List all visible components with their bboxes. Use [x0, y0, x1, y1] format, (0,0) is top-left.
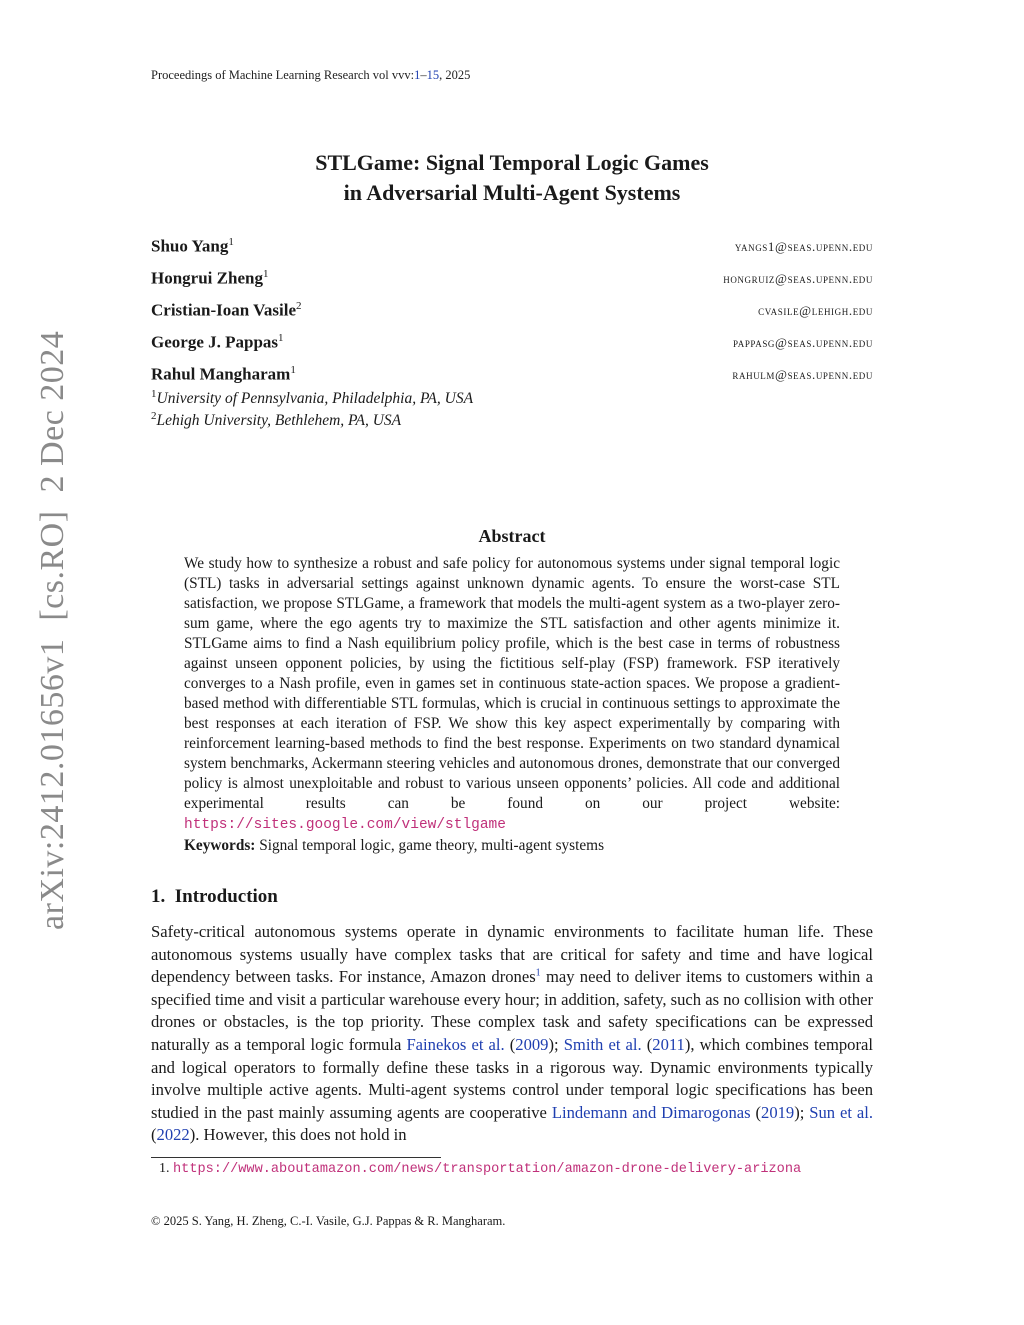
- header-page-start-link[interactable]: 1: [414, 68, 421, 82]
- citation-link[interactable]: Smith et al.: [563, 1034, 642, 1054]
- author-email[interactable]: pappasg@seas.upenn.edu: [732, 335, 873, 350]
- citation-link[interactable]: Sun et al.: [809, 1102, 873, 1122]
- running-header: [151, 68, 470, 83]
- footnote-url-link[interactable]: https://www.aboutamazon.com/news/transportation/amazon-drone-delivery-arizona: [173, 1162, 802, 1177]
- author-row: [151, 236, 873, 260]
- citation-link[interactable]: Fainekos et al.: [406, 1034, 505, 1054]
- affiliation: $^2$Lehigh University, Bethlehem, PA, USA: [151, 410, 402, 430]
- keywords-text: Signal temporal logic, game theory, multi-agent systems: [255, 837, 605, 854]
- footnote-rule: [151, 1157, 441, 1158]
- abstract-heading: Abstract: [478, 526, 546, 546]
- author-name: Hongrui Zheng$^1$: [151, 268, 269, 288]
- author-email[interactable]: cvasile@lehigh.edu: [758, 303, 873, 318]
- header-dash: –: [420, 68, 427, 82]
- affiliation: $^1$University of Pennsylvania, Philadelphia, PA, USA: [151, 388, 474, 408]
- author-name: George J. Pappas$^1$: [151, 332, 284, 352]
- footnote: 1. https://www.aboutamazon.com/news/transportation/amazon-drone-delivery-arizona: [159, 1161, 802, 1177]
- citation-year-link[interactable]: 2011: [652, 1034, 685, 1054]
- author-email[interactable]: yangs1@seas.upenn.edu: [734, 239, 873, 254]
- citation-year-link[interactable]: 2019: [761, 1102, 795, 1122]
- title-line-2: in Adversarial Multi-Agent Systems: [343, 180, 681, 205]
- project-website-link[interactable]: https://sites.google.com/view/stlgame: [184, 817, 506, 833]
- author-row: [151, 268, 873, 292]
- keywords: [184, 837, 604, 855]
- abstract-body: [184, 554, 840, 835]
- author-name: Shuo Yang$^1$: [151, 236, 234, 256]
- author-row: [151, 364, 873, 388]
- copyright-line: © 2025 S. Yang, H. Zheng, C.-I. Vasile, G.J. Pappas & R. Mangharam.: [151, 1214, 506, 1228]
- intro-paragraph: Safety-critical autonomous systems operate in dynamic environments to facilitate human life. These autonomous systems usually have complex tasks that are critical for safety and time and have logical dependency between tasks. For instance, Amazon drones$^1$ may need to deliver items to customers within a specified time and visit a particular warehouse every hour; in addition, safety, such as no collision with other drones or obstacles, is the top priority. These complex task and safety specifications can be expressed naturally as a temporal logic formula Fainekos et al. (2009); Smith et al. (2011), which combines temporal and logical operators to formally define these tasks in a rigorous way. Dynamic environments typically involve multiple active agents. Multi-agent systems control under temporal logic specifications has been studied in the past mainly assuming agents are cooperative Lindemann and Dimarogonas (2019); Sun et al. (2022). However, this does not hold in: [151, 922, 874, 1145]
- footnote-marker-link[interactable]: 1: [535, 967, 541, 979]
- author-name: Rahul Mangharam$^1$: [151, 364, 296, 384]
- author-row: [151, 300, 873, 324]
- citation-year-link[interactable]: 2022: [156, 1125, 190, 1145]
- header-prefix: Proceedings of Machine Learning Research vol vvv:: [151, 68, 415, 82]
- title-line-1: STLGame: Signal Temporal Logic Games: [315, 150, 709, 175]
- keywords-label: Keywords:: [184, 837, 256, 854]
- arxiv-side-stamp: arXiv:2412.01656v1 [cs.RO] 2 Dec 2024: [34, 330, 71, 930]
- header-suffix: , 2025: [439, 68, 471, 82]
- abstract-text: We study how to synthesize a robust and safe policy for autonomous systems under signal temporal logic (STL) tasks in adversarial settings against unknown dynamic agents. To ensure the worst-case STL satisfaction, we propose STLGame, a framework that models the multi-agent system as a two-player zero-sum game, where the ego agents try to maximize the STL satisfaction and other agents minimize it. STLGame aims to find a Nash equilibrium policy profile, which is the best case in terms of robustness against unseen opponent policies, by using the fictitious self-play (FSP) framework. FSP iteratively converges to a Nash profile, even in games set in continuous state-action spaces. We propose a gradient-based method with differentiable STL formulas, which is crucial in continuous settings to approximate the best responses at each iteration of FSP. We show this key aspect experimentally by comparing with reinforcement learning-based methods to find the best response. Experiments on two standard dynamical system benchmarks, Ackermann steering vehicles and autonomous drones, demonstrate that our converged policy is almost unexploitable and robust to various unseen opponents’ policies. All code and additional experimental results can be found on our project website:: [184, 555, 840, 812]
- author-row: [151, 332, 873, 356]
- header-page-end-link[interactable]: 15: [426, 68, 440, 82]
- citation-year-link[interactable]: 2009: [515, 1034, 549, 1054]
- author-name: Cristian-Ioan Vasile$^2$: [151, 300, 302, 320]
- section-heading: 1. Introduction: [151, 886, 278, 907]
- paper-title: [0, 148, 1024, 208]
- citation-link[interactable]: Lindemann and Dimarogonas: [551, 1102, 751, 1122]
- author-email[interactable]: hongruiz@seas.upenn.edu: [723, 271, 873, 286]
- author-email[interactable]: rahulm@seas.upenn.edu: [732, 367, 873, 382]
